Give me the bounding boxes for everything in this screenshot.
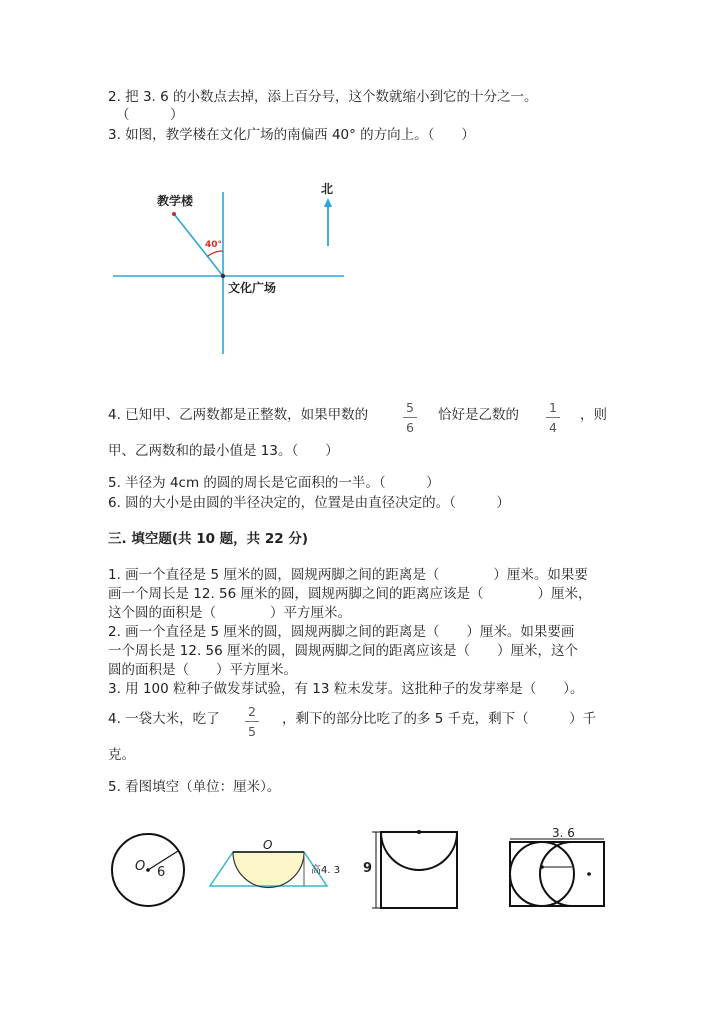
center-dot	[146, 868, 150, 872]
fig2-center-label: O	[263, 838, 273, 852]
fill-q1-line2: 画一个周长是 12. 56 厘米的圆，圆规两脚之间的距离应该是（ ）厘米，	[108, 586, 592, 602]
judge-q2-line1: 2. 把 3. 6 的小数点去掉，添上百分号，这个数就缩小到它的十分之一。	[108, 89, 538, 105]
inner-semicircle	[540, 842, 572, 906]
judge-q6: 6. 圆的大小是由圆的半径决定的，位置是由直径决定的。（ ）	[108, 495, 510, 511]
fill-q2-line3: 圆的面积是（ ）平方厘米。	[108, 662, 297, 678]
fraction-denominator: 4	[549, 420, 557, 435]
figure-circle	[112, 834, 184, 906]
inner-center-dot	[540, 865, 544, 869]
fig1-radius-label: 6	[157, 865, 166, 880]
fraction-numerator: 1	[549, 400, 557, 415]
fill-q2-line1: 2. 画一个直径是 5 厘米的圆，圆规两脚之间的距离是（ ）厘米。如果要画	[108, 624, 575, 640]
fraction-numerator: 2	[248, 704, 256, 719]
semicircle-fill	[233, 852, 304, 888]
judge-q5: 5. 半径为 4cm 的圆的周长是它面积的一半。（ ）	[108, 475, 440, 491]
square-top-dot	[417, 830, 421, 834]
fill-q4-line2: 克。	[108, 747, 135, 763]
fig1-center-label: O	[135, 859, 146, 874]
figure-square	[372, 830, 457, 908]
label-teaching-building: 教学楼	[157, 194, 194, 208]
label-culture-plaza: 文化广场	[228, 281, 277, 295]
fig4-top-label: 3. 6	[552, 826, 575, 840]
judge-q4-part-c: ，则	[580, 407, 607, 423]
judge-q2-line2: （ ）	[116, 107, 184, 123]
fill-q4-part-b: ，剩下的部分比吃了的多 5 千克，剩下（ ）千	[282, 711, 597, 727]
label-north: 北	[321, 182, 334, 196]
inner-circle	[510, 842, 574, 906]
fraction-numerator: 5	[406, 400, 414, 415]
fig2-height-label: 高4. 3	[311, 865, 341, 876]
figure-trapezoid	[210, 852, 327, 888]
fill-q5: 5. 看图填空（单位：厘米）。	[108, 779, 281, 795]
section-title: 三. 填空题(共 10 题，共 22 分)	[108, 531, 309, 547]
fill-q1-line1: 1. 画一个直径是 5 厘米的圆，圆规两脚之间的距离是（ ）厘米。如果要	[108, 567, 588, 583]
judge-q3: 3. 如图，教学楼在文化广场的南偏西 40° 的方向上。（ ）	[108, 127, 475, 143]
fill-q4-part-a: 4. 一袋大米，吃了	[108, 711, 220, 727]
fill-q1-line3: 这个圆的面积是（ ）平方厘米。	[108, 605, 351, 621]
judge-q4-part-a: 4. 已知甲、乙两数都是正整数，如果甲数的	[108, 407, 369, 423]
right-center-dot	[587, 872, 591, 876]
judge-q4-part-b: 恰好是乙数的	[438, 407, 519, 423]
figure-rectangle	[510, 839, 604, 906]
fig3-side-label: 9	[363, 861, 373, 876]
square-semicircle	[381, 832, 457, 870]
fraction-denominator: 6	[406, 420, 414, 435]
fill-q3: 3. 用 100 粒种子做发芽试验，有 13 粒未发芽。这批种子的发芽率是（ ）。	[108, 681, 584, 697]
judge-q4-line2: 甲、乙两数和的最小值是 13。（ ）	[108, 443, 339, 459]
fraction-denominator: 5	[248, 724, 256, 739]
fill-q2-line2: 一个周长是 12. 56 厘米的圆，圆规两脚之间的距离应该是（ ）厘米，这个	[108, 643, 579, 659]
label-angle: 40°	[205, 240, 223, 250]
